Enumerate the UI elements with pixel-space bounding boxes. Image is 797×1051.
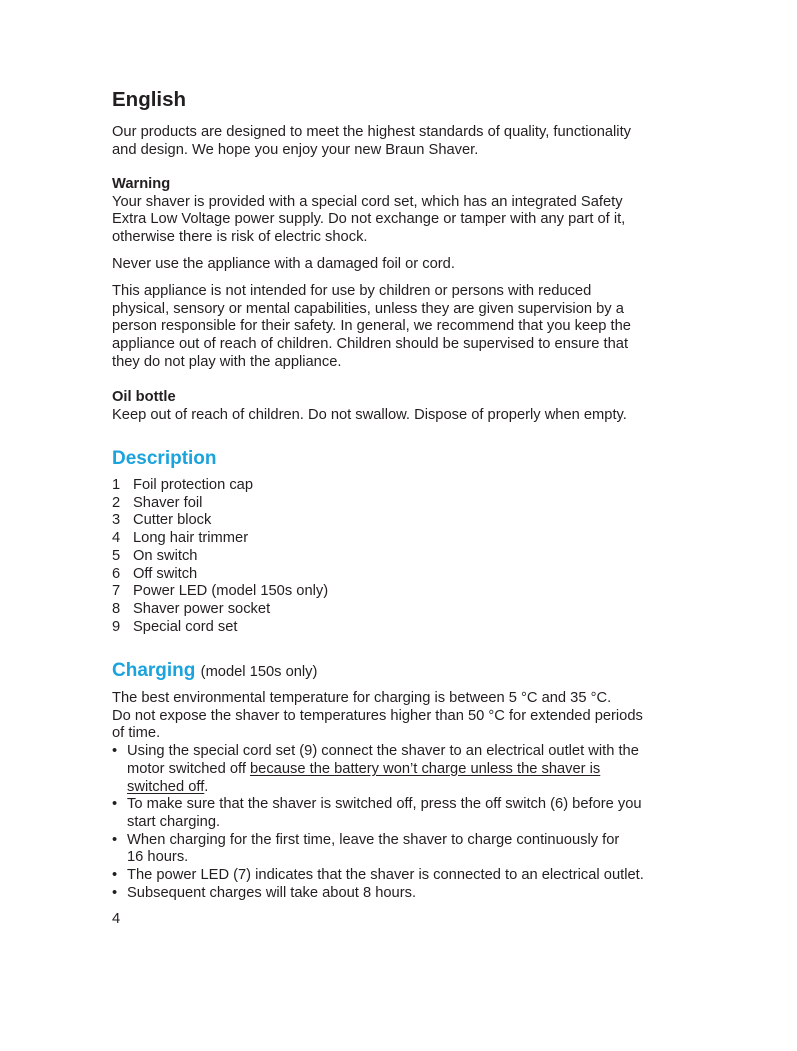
warning-heading: Warning [112, 176, 171, 192]
bullet-item [112, 832, 712, 867]
text-line: physical, sensory or mental capabilities, unless they are given supervision by a [112, 300, 624, 317]
text-line: This appliance is not intended for use by children or persons with reduced [112, 283, 592, 299]
description-item [112, 512, 712, 530]
description-item [112, 548, 712, 566]
charging-heading [112, 660, 317, 682]
text-line: of time. [112, 725, 161, 742]
charging-body [112, 690, 712, 902]
bullet-item [112, 796, 712, 831]
item-label: On switch [133, 547, 198, 564]
description-heading: Description [112, 448, 217, 469]
text-line: • Using the special cord set (9) connect the shaver to an electrical outlet with the [112, 743, 712, 761]
text-line: and design. We hope you enjoy your new Braun Shaver. [112, 141, 479, 158]
description-item [112, 619, 712, 637]
item-label: Long hair trimmer [133, 530, 249, 547]
text-line: appliance out of reach of children. Children should be supervised to ensure that [112, 336, 629, 353]
description-list [112, 477, 712, 636]
text-line: Never use the appliance with a damaged foil or cord. [112, 256, 455, 272]
underlined-text: because the battery won’t charge unless the shaver is [250, 760, 601, 777]
item-label: Foil protection cap [133, 477, 254, 493]
item-number: 2 [112, 494, 121, 511]
item-label: Shaver power socket [133, 600, 271, 617]
charging-title: Charging [112, 660, 196, 681]
item-number: 3 [112, 512, 121, 529]
text-line: Your shaver is provided with a special cord set, which has an integrated Safety [112, 193, 623, 210]
item-label: Shaver foil [133, 494, 203, 511]
text-line [112, 779, 712, 797]
bullet-item: • The power LED (7) indicates that the shaver is connected to an electrical outlet. [112, 867, 712, 885]
warning-section [112, 176, 712, 247]
bullet-item: • Subsequent charges will take about 8 hours. [112, 885, 712, 903]
text-line: • To make sure that the shaver is switched off, press the off switch (6) before you [112, 796, 712, 814]
description-item [112, 477, 712, 495]
text-line: they do not play with the appliance. [112, 353, 342, 370]
text-line: Our products are designed to meet the highest standards of quality, functionality [112, 124, 631, 140]
description-item [112, 601, 712, 619]
text-line [112, 761, 712, 779]
item-label: Off switch [133, 565, 198, 582]
item-label: Special cord set [133, 618, 238, 635]
underlined-text: switched off [127, 778, 205, 795]
text-line: person responsible for their safety. In general, we recommend that you keep the [112, 318, 631, 335]
item-label: Cutter block [133, 512, 212, 529]
charging-subtitle: (model 150s only) [200, 664, 318, 680]
text-line: 16 hours. [127, 849, 189, 866]
item-label: Power LED (model 150s only) [133, 583, 329, 600]
oil-bottle-section [112, 389, 712, 424]
page-number: 4 [112, 911, 121, 927]
warning-paragraph-2 [112, 256, 712, 274]
description-item [112, 495, 712, 513]
item-number: 1 [112, 477, 121, 493]
text-line: start charging. [127, 813, 221, 830]
item-number: 4 [112, 530, 121, 547]
warning-paragraph-3 [112, 283, 712, 372]
item-number: 7 [112, 583, 121, 600]
item-number: 9 [112, 618, 121, 635]
item-number: 8 [112, 600, 121, 617]
description-item [112, 583, 712, 601]
text-line: Do not expose the shaver to temperatures higher than 50 °C for extended periods [112, 707, 643, 724]
text-line: otherwise there is risk of electric shock. [112, 229, 368, 246]
description-item [112, 566, 712, 584]
page-title: English [112, 88, 187, 111]
intro-paragraph [112, 124, 712, 159]
text-line: • When charging for the first time, leave the shaver to charge continuously for [112, 832, 712, 850]
text-line: Keep out of reach of children. Do not swallow. Dispose of properly when empty. [112, 406, 627, 423]
text-segment: . [204, 778, 209, 795]
text-line: Extra Low Voltage power supply. Do not exchange or tamper with any part of it, [112, 211, 626, 228]
text-segment: motor switched off [127, 760, 250, 777]
bullet-item [112, 743, 712, 796]
oil-bottle-heading: Oil bottle [112, 389, 176, 405]
item-number: 6 [112, 565, 121, 582]
item-number: 5 [112, 547, 121, 564]
description-item [112, 530, 712, 548]
text-line: The best environmental temperature for charging is between 5 °C and 35 °C. [112, 690, 612, 706]
